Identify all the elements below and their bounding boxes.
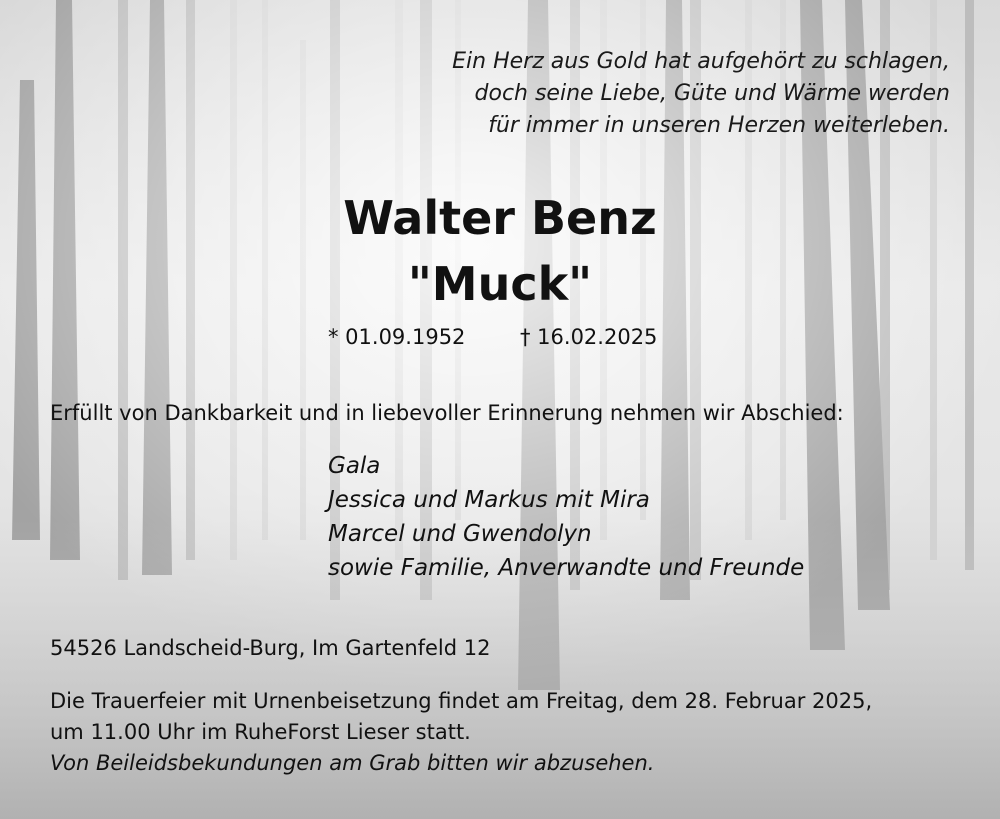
memorial-quote — [452, 46, 950, 142]
funeral-line: Die Trauerfeier mit Urnenbeisetzung findet am Freitag, dem 28. Februar 2025, — [50, 689, 873, 713]
quote-line: Ein Herz aus Gold hat aufgehört zu schlagen, — [452, 49, 950, 74]
funeral-info — [50, 686, 872, 779]
deceased-nickname: "Muck" — [407, 257, 593, 311]
family-address: 54526 Landscheid-Burg, Im Gartenfeld 12 — [50, 636, 491, 660]
quote-line: doch seine Liebe, Güte und Wärme werden — [474, 81, 950, 106]
farewell-intro: Erfüllt von Dankbarkeit und in liebevoller Erinnerung nehmen wir Abschied: — [50, 401, 844, 425]
mourner-entry: Gala — [328, 453, 381, 479]
mourners-list — [328, 449, 804, 585]
mourner-entry: Marcel und Gwendolyn — [328, 521, 592, 547]
death-date: † 16.02.2025 — [520, 325, 658, 349]
mourner-entry: sowie Familie, Anverwandte und Freunde — [328, 555, 805, 581]
birth-date: * 01.09.1952 — [328, 325, 466, 349]
condolence-note: Von Beileidsbekundungen am Grab bitten wir abzusehen. — [50, 751, 655, 775]
mourner-entry: Jessica und Markus mit Mira — [328, 487, 650, 513]
deceased-name: Walter Benz — [343, 191, 657, 245]
funeral-line: um 11.00 Uhr im RuheForst Lieser statt. — [50, 720, 471, 744]
quote-line: für immer in unseren Herzen weiterleben. — [488, 113, 950, 138]
life-dates — [0, 322, 1000, 352]
